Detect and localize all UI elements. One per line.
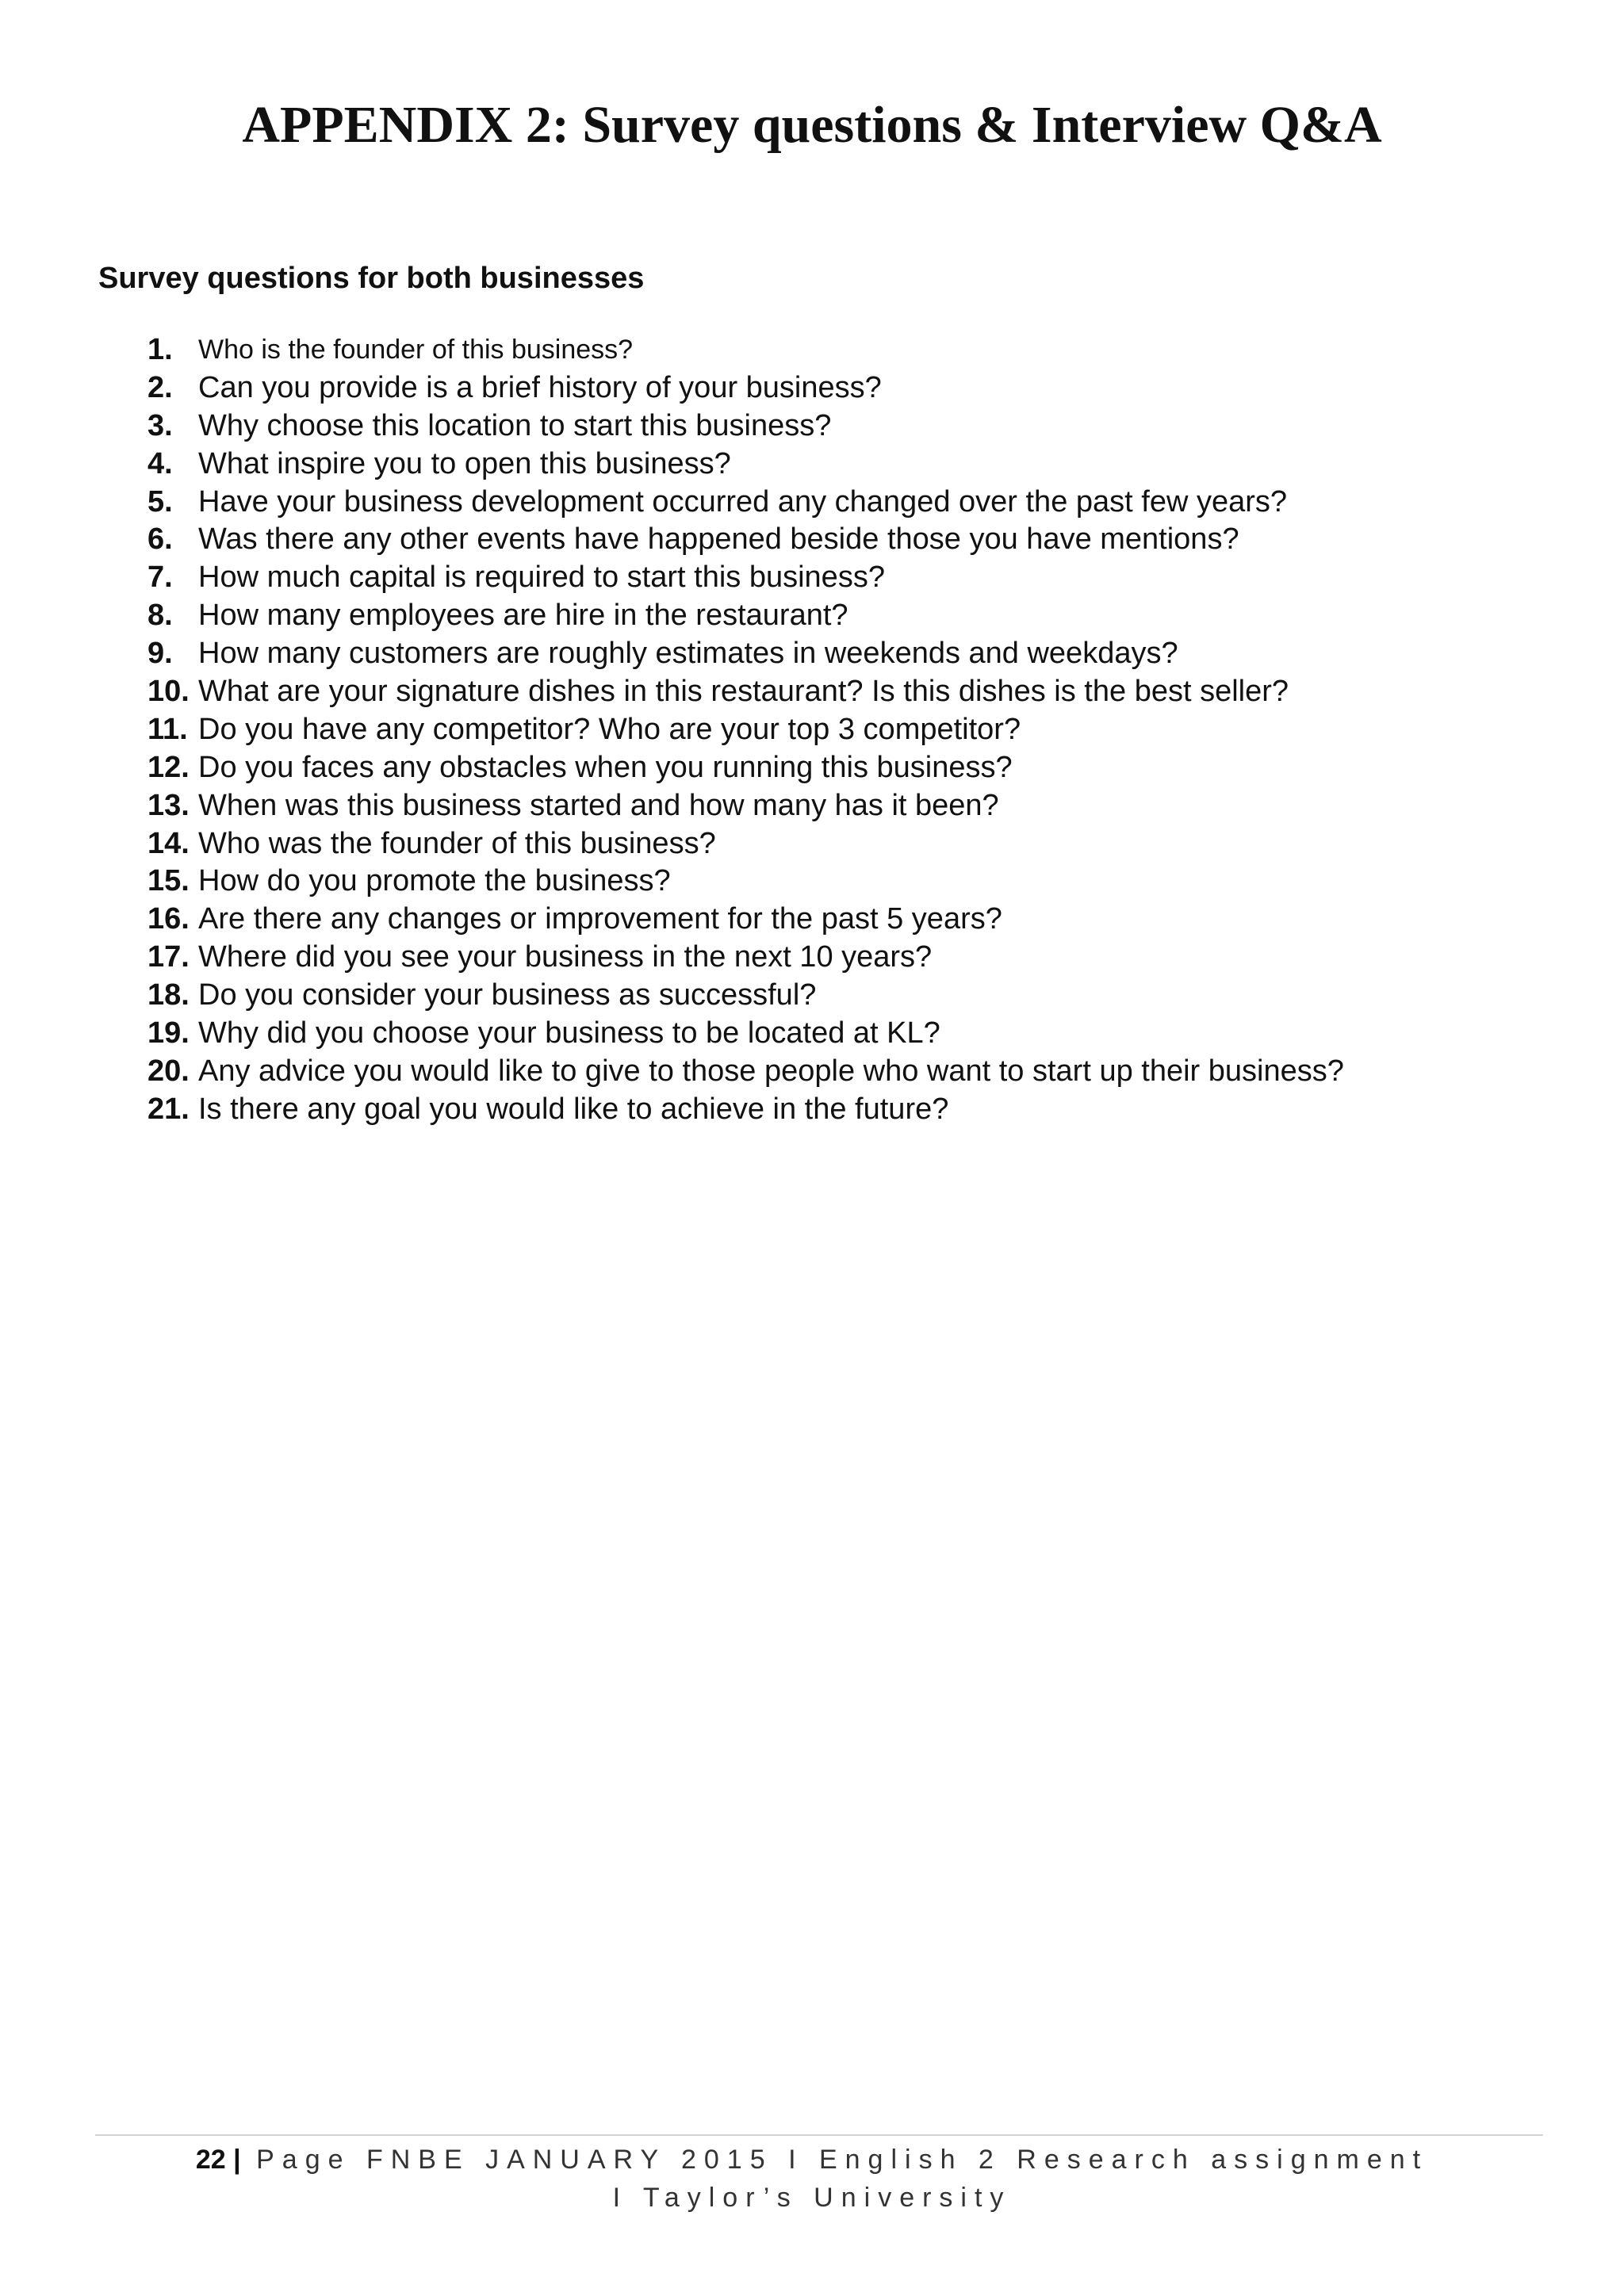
- question-text: How many employees are hire in the restaurant?: [198, 599, 848, 633]
- list-item: [147, 977, 1543, 1015]
- question-number: 1.: [147, 333, 173, 366]
- question-text: Any advice you would like to give to those people who want to start up their business?: [198, 1054, 1344, 1088]
- list-item: [147, 369, 1543, 408]
- question-text: How do you promote the business?: [198, 864, 671, 898]
- list-item: [147, 749, 1543, 787]
- list-item: [147, 825, 1543, 863]
- question-text: How many customers are roughly estimates in weekends and weekdays?: [198, 637, 1178, 671]
- question-number: 21.: [147, 1092, 190, 1126]
- survey-question-list: [147, 331, 1543, 1129]
- question-text: What inspire you to open this business?: [198, 446, 731, 480]
- question-number: 17.: [147, 940, 190, 974]
- section-heading: Survey questions for both businesses: [98, 262, 645, 295]
- question-text: Have your business development occurred any changed over the past few years?: [198, 484, 1288, 519]
- question-text: Do you consider your business as successful?: [198, 978, 817, 1012]
- question-number: 11.: [147, 712, 188, 746]
- question-number: 8.: [147, 599, 173, 633]
- list-item: [147, 673, 1543, 711]
- question-text: What are your signature dishes in this restaurant? Is this dishes is the best seller?: [198, 675, 1289, 709]
- list-item: [147, 331, 1543, 369]
- page-title: APPENDIX 2: Survey questions & Interview Q&A: [242, 96, 1382, 154]
- question-text: Do you have any competitor? Who are your top 3 competitor?: [198, 712, 1021, 746]
- question-number: 9.: [147, 637, 173, 671]
- question-text: Can you provide is a brief history of your business?: [198, 370, 882, 404]
- list-item: [147, 787, 1543, 825]
- question-number: 7.: [147, 561, 173, 595]
- list-item: [147, 597, 1543, 635]
- question-number: 16.: [147, 902, 190, 936]
- question-text: Is there any goal you would like to achieve in the future?: [198, 1092, 949, 1126]
- footer-divider: [95, 2134, 1543, 2136]
- list-item: [147, 521, 1543, 559]
- list-item: [147, 1091, 1543, 1129]
- footer-course-text: Page FNBE JANUARY 2015 I English 2 Research assignment: [240, 2145, 1429, 2175]
- question-number: 19.: [147, 1016, 190, 1050]
- page-number: 22 |: [195, 2145, 241, 2175]
- list-item: [147, 446, 1543, 484]
- question-number: 18.: [147, 978, 190, 1012]
- list-item: [147, 939, 1543, 977]
- question-text: When was this business started and how many has it been?: [198, 788, 999, 822]
- list-item: [147, 559, 1543, 597]
- question-number: 5.: [147, 484, 173, 519]
- list-item: [147, 484, 1543, 522]
- question-number: 10.: [147, 675, 190, 709]
- list-item: [147, 408, 1543, 446]
- question-number: 12.: [147, 750, 190, 784]
- question-text: Who was the founder of this business?: [198, 826, 716, 860]
- list-item: [147, 863, 1543, 901]
- question-number: 13.: [147, 788, 190, 822]
- question-text: Who is the founder of this business?: [198, 335, 634, 365]
- list-item: [147, 1053, 1543, 1091]
- question-number: 20.: [147, 1054, 190, 1088]
- question-number: 14.: [147, 826, 190, 860]
- question-text: Why choose this location to start this business?: [198, 408, 832, 442]
- list-item: [147, 901, 1543, 939]
- list-item: [147, 635, 1543, 673]
- question-text: Do you faces any obstacles when you running this business?: [198, 750, 1013, 784]
- question-text: Where did you see your business in the next 10 years?: [198, 940, 933, 974]
- footer-line-1: [0, 2141, 1624, 2179]
- list-item: [147, 1015, 1543, 1053]
- footer-line-2: I Taylor’s University: [612, 2183, 1012, 2213]
- question-number: 3.: [147, 408, 173, 442]
- question-number: 4.: [147, 446, 173, 480]
- question-number: 2.: [147, 370, 173, 404]
- question-number: 6.: [147, 522, 173, 557]
- question-text: Why did you choose your business to be located at KL?: [198, 1016, 940, 1050]
- list-item: [147, 711, 1543, 749]
- question-text: How much capital is required to start this business?: [198, 561, 885, 595]
- question-number: 15.: [147, 864, 190, 898]
- question-text: Was there any other events have happened beside those you have mentions?: [198, 522, 1239, 557]
- question-text: Are there any changes or improvement for the past 5 years?: [198, 902, 1002, 936]
- page-footer: [0, 2141, 1624, 2217]
